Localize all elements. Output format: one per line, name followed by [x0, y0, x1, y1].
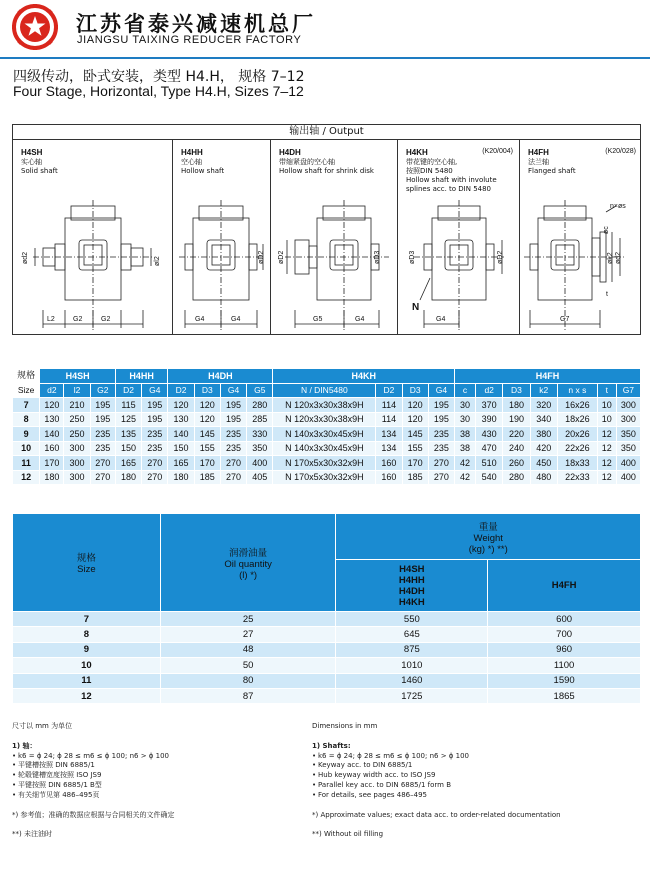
weight-header-en: Weight	[473, 532, 503, 544]
shaft-note-heading: 1) 轴：	[12, 741, 37, 750]
table-cell: N 140x3x30x45x9H	[273, 427, 376, 442]
drawing-name: H4FH	[528, 148, 549, 157]
table-cell: 10	[597, 412, 616, 427]
table-cell: 510	[476, 456, 503, 471]
table-cell: 180	[168, 470, 194, 485]
table-cell: 450	[530, 456, 557, 471]
col-header: G7	[616, 383, 640, 398]
gearbox-involute-spline-drawing	[398, 200, 520, 335]
dim-label: t	[606, 291, 608, 298]
table-cell: 300	[64, 456, 90, 471]
dim-label: N	[412, 302, 420, 313]
table-row	[13, 470, 641, 485]
table-cell: 42	[455, 470, 476, 485]
oil-quantity-header	[160, 514, 336, 612]
table-cell: 380	[530, 427, 557, 442]
group-header: H4SH	[40, 369, 116, 384]
size-cell: 8	[13, 412, 40, 427]
drawing-h4sh	[13, 140, 173, 335]
table-cell: 480	[530, 470, 557, 485]
table-cell: 220	[503, 427, 530, 442]
table-row	[13, 412, 641, 427]
oil-weight-table	[12, 513, 641, 704]
drawing-code: (K20/004)	[482, 148, 513, 155]
table-cell: 42	[455, 456, 476, 471]
oil-weight-table-body	[13, 612, 641, 704]
drawing-desc-cn: 带花键的空心轴,	[406, 158, 458, 166]
table-cell: 600	[488, 612, 641, 627]
table-cell: 30	[455, 398, 476, 413]
table-cell: 120	[168, 398, 194, 413]
table-cell: 235	[142, 427, 168, 442]
col-header: G4	[142, 383, 168, 398]
table-cell: 645	[336, 627, 488, 642]
table-cell: 18x26	[557, 412, 597, 427]
col-header: G2	[90, 383, 115, 398]
dim-label: G4	[355, 316, 365, 323]
table-cell: 140	[40, 427, 64, 442]
size-cell: 9	[13, 642, 161, 657]
table-cell: 170	[402, 456, 428, 471]
table-cell: 120	[40, 398, 64, 413]
gearbox-shrink-disk-drawing	[271, 200, 398, 335]
table-cell: 165	[115, 456, 141, 471]
output-drawings-panel	[12, 124, 641, 335]
table-cell: 12	[597, 427, 616, 442]
table-row	[13, 688, 641, 703]
table-cell: 235	[142, 441, 168, 456]
oil-header-unit: (l) *)	[239, 569, 258, 581]
col-header: d2	[40, 383, 64, 398]
table-cell: 12	[597, 456, 616, 471]
list-item: • Hub keyway width acc. to ISO JS9	[312, 771, 642, 781]
drawing-name: H4DH	[279, 148, 301, 157]
table-cell: 160	[376, 470, 402, 485]
table-row	[13, 658, 641, 673]
table-cell: 540	[476, 470, 503, 485]
table-cell: 235	[90, 441, 115, 456]
table-cell: 155	[402, 441, 428, 456]
page-title-en: Four Stage, Horizontal, Type H4.H, Sizes 7–12	[13, 83, 304, 99]
dim-label: øD3	[374, 250, 381, 264]
drawing-name: H4SH	[21, 148, 43, 157]
dim-label: øD2	[497, 250, 504, 264]
col-header: t	[597, 383, 616, 398]
table-cell: N 170x5x30x32x9H	[273, 470, 376, 485]
table-cell: 300	[64, 470, 90, 485]
drawing-desc-en: Hollow shaft for shrink disk	[279, 167, 374, 175]
dim-label: ød2	[615, 251, 622, 264]
table-cell: 250	[64, 427, 90, 442]
table-cell: 50	[160, 658, 336, 673]
table-cell: 300	[616, 398, 640, 413]
drawing-h4kh	[398, 140, 520, 335]
table-cell: 340	[530, 412, 557, 427]
table-cell: 270	[142, 456, 168, 471]
drawing-desc-cn: 带缩紧盘的空心轴	[279, 158, 335, 166]
table-cell: 235	[428, 441, 454, 456]
table-cell: 30	[455, 412, 476, 427]
table-cell: 38	[455, 427, 476, 442]
table-cell: 195	[90, 398, 115, 413]
table-cell: 270	[220, 470, 246, 485]
table-row	[13, 427, 641, 442]
table-cell: 260	[503, 456, 530, 471]
dim-label: øk2	[607, 252, 614, 264]
table-cell: 400	[247, 456, 273, 471]
table-cell: 134	[376, 441, 402, 456]
drawing-desc-cn: 按照DIN 5480	[406, 167, 453, 175]
table-cell: 12	[597, 470, 616, 485]
table-cell: 470	[476, 441, 503, 456]
table-cell: 195	[142, 412, 168, 427]
group-header: H4DH	[168, 369, 273, 384]
table-cell: 185	[194, 470, 220, 485]
table-cell: 190	[503, 412, 530, 427]
table-cell: 1865	[488, 688, 641, 703]
table-cell: 235	[428, 427, 454, 442]
table-cell: 120	[402, 412, 428, 427]
table-cell: 185	[402, 470, 428, 485]
col-header: l2	[64, 383, 90, 398]
drawing-code: (K20/028)	[605, 148, 636, 155]
table-cell: 115	[115, 398, 141, 413]
table-cell: 160	[376, 456, 402, 471]
company-logo-icon	[12, 4, 58, 50]
dim-label: n×øs	[610, 203, 626, 210]
dim-label: øD2	[278, 250, 285, 264]
table-cell: 285	[247, 412, 273, 427]
col-header: d2	[476, 383, 503, 398]
type-label: H4KH	[398, 596, 425, 608]
dimensions-table	[12, 368, 641, 485]
table-cell: 145	[194, 427, 220, 442]
group-header: H4FH	[455, 369, 641, 384]
table-cell: 48	[160, 642, 336, 657]
drawing-desc-cn: 法兰轴	[528, 158, 549, 166]
col-header: G4	[428, 383, 454, 398]
table-cell: 125	[115, 412, 141, 427]
gearbox-hollow-shaft-drawing	[173, 200, 271, 335]
table-cell: 10	[597, 398, 616, 413]
dim-label: øl2	[154, 256, 161, 266]
size-cell: 10	[13, 441, 40, 456]
list-item: • 平键按照 DIN 6885/1 B型	[12, 781, 312, 791]
table-cell: 180	[40, 470, 64, 485]
table-cell: 405	[247, 470, 273, 485]
table-cell: 16x26	[557, 398, 597, 413]
dim-label: G4	[436, 316, 446, 323]
type-label: H4SH	[399, 563, 425, 575]
size-cell: 8	[13, 627, 161, 642]
size-cell: 12	[13, 688, 161, 703]
table-cell: 87	[160, 688, 336, 703]
table-cell: 960	[488, 642, 641, 657]
table-cell: 140	[168, 427, 194, 442]
table-cell: 195	[90, 412, 115, 427]
table-cell: 155	[194, 441, 220, 456]
table-cell: 300	[64, 441, 90, 456]
table-cell: 38	[455, 441, 476, 456]
table-cell: 235	[220, 427, 246, 442]
table-row	[13, 627, 641, 642]
weight-header-cn: 重量	[478, 521, 498, 533]
table-cell: 270	[428, 456, 454, 471]
col-header: n x s	[557, 383, 597, 398]
size-header	[13, 514, 161, 612]
drawing-desc-cn: 空心轴	[181, 158, 202, 166]
table-cell: 130	[168, 412, 194, 427]
col-header: D3	[402, 383, 428, 398]
table-cell: 145	[402, 427, 428, 442]
table-cell: 195	[220, 398, 246, 413]
drawing-h4hh	[173, 140, 271, 335]
table-cell: 350	[616, 441, 640, 456]
size-cell: 11	[13, 456, 40, 471]
table-cell: 270	[90, 456, 115, 471]
dim-label: øc	[603, 226, 610, 234]
size-cell: 7	[13, 398, 40, 413]
table-row	[13, 612, 641, 627]
table-cell: 150	[168, 441, 194, 456]
size-cell: 10	[13, 658, 161, 673]
oil-header-en: Oil quantity	[224, 558, 272, 570]
table-cell: 550	[336, 612, 488, 627]
table-cell: 300	[616, 412, 640, 427]
dim-label: øD2	[258, 250, 265, 264]
drawing-desc-cn: 实心轴	[21, 158, 42, 166]
table-cell: 700	[488, 627, 641, 642]
size-header-cn: 规格	[76, 553, 96, 564]
list-item: • k6 = ϕ 24; ϕ 28 ≤ m6 ≤ ϕ 100; n6 > ϕ 100	[12, 752, 312, 762]
table-cell: 150	[115, 441, 141, 456]
table-cell: 180	[115, 470, 141, 485]
drawing-desc-en: Hollow shaft with involute	[406, 176, 497, 184]
group-header: H4HH	[115, 369, 168, 384]
size-cell: 7	[13, 612, 161, 627]
list-item: • 有关细节见第 486–495页	[12, 791, 312, 801]
col-header: G4	[220, 383, 246, 398]
page-header	[0, 0, 650, 56]
table-cell: 270	[142, 470, 168, 485]
col-header: c	[455, 383, 476, 398]
dim-label: G2	[101, 316, 111, 323]
col-header: D2	[115, 383, 141, 398]
table-cell: 180	[503, 398, 530, 413]
table-cell: 1100	[488, 658, 641, 673]
table-cell: 195	[220, 412, 246, 427]
dim-label: L2	[47, 316, 55, 323]
dim-label: G4	[195, 316, 205, 323]
size-header: 规格	[13, 369, 40, 384]
table-cell: 370	[476, 398, 503, 413]
table-cell: 390	[476, 412, 503, 427]
company-name-en: JIANGSU TAIXING REDUCER FACTORY	[77, 34, 302, 46]
table-cell: 22x33	[557, 470, 597, 485]
table-cell: 420	[530, 441, 557, 456]
dim-label: G4	[231, 316, 241, 323]
unit-note: 尺寸以 mm 为单位	[12, 722, 73, 730]
table-cell: 130	[40, 412, 64, 427]
list-item: • Parallel key acc. to DIN 6885/1 form B	[312, 781, 642, 791]
panel-heading: 输出轴 / Output	[13, 125, 640, 140]
weight-header-unit: (kg) *) **)	[468, 543, 508, 555]
table-cell: 320	[530, 398, 557, 413]
list-item: • 轮毂键槽宽度按照 ISO JS9	[12, 771, 312, 781]
dim-label: ød2	[22, 251, 29, 264]
table-cell: 250	[64, 412, 90, 427]
table-cell: 280	[503, 470, 530, 485]
table-cell: 350	[616, 427, 640, 442]
gearbox-flanged-shaft-drawing	[520, 200, 642, 335]
table-cell: 1725	[336, 688, 488, 703]
table-cell: 80	[160, 673, 336, 688]
table-cell: N 140x3x30x45x9H	[273, 441, 376, 456]
table-cell: 114	[376, 398, 402, 413]
table-cell: 120	[194, 412, 220, 427]
notes-cn	[12, 722, 312, 840]
dim-label: G5	[313, 316, 323, 323]
col-header: D3	[503, 383, 530, 398]
drawing-h4dh	[271, 140, 398, 335]
table-row	[13, 441, 641, 456]
table-cell: 400	[616, 470, 640, 485]
table-cell: 1590	[488, 673, 641, 688]
header-divider	[0, 57, 650, 59]
drawing-name: H4HH	[181, 148, 203, 157]
table-cell: 210	[64, 398, 90, 413]
table-cell: 135	[115, 427, 141, 442]
table-cell: 12	[597, 441, 616, 456]
drawing-desc-en: Solid shaft	[21, 167, 58, 175]
drawing-desc-en: splines acc. to DIN 5480	[406, 185, 492, 193]
shaft-notes-list	[312, 752, 642, 801]
drawing-desc-en: Flanged shaft	[528, 167, 576, 175]
table-cell: 170	[194, 456, 220, 471]
table-cell: 330	[247, 427, 273, 442]
footnote: **) Without oil filling	[312, 830, 384, 839]
dimensions-table-body	[13, 398, 641, 485]
table-cell: 235	[220, 441, 246, 456]
table-cell: 400	[616, 456, 640, 471]
table-cell: 195	[428, 412, 454, 427]
table-cell: 120	[402, 398, 428, 413]
page-title-cn: 四级传动，卧式安装，类型 H4.H， 规格 7–12	[13, 69, 305, 85]
table-cell: N 120x3x30x38x9H	[273, 412, 376, 427]
col-header: D3	[194, 383, 220, 398]
col-header: G5	[247, 383, 273, 398]
list-item: • Keyway acc. to DIN 6885/1	[312, 761, 642, 771]
table-cell: 165	[168, 456, 194, 471]
table-cell: 280	[247, 398, 273, 413]
table-cell: 350	[247, 441, 273, 456]
col-header: D2	[168, 383, 194, 398]
table-cell: 195	[142, 398, 168, 413]
table-cell: 875	[336, 642, 488, 657]
table-cell: 27	[160, 627, 336, 642]
weight-fh-header: H4FH	[488, 560, 641, 612]
table-cell: 270	[220, 456, 246, 471]
size-cell: 12	[13, 470, 40, 485]
oil-header-cn: 润滑油量	[229, 547, 268, 559]
unit-note: Dimensions in mm	[312, 722, 378, 730]
dim-label: øD3	[409, 250, 416, 264]
table-cell: 114	[376, 412, 402, 427]
shaft-notes-list	[12, 752, 312, 801]
dim-label: G2	[73, 316, 83, 323]
table-cell: 1010	[336, 658, 488, 673]
table-cell: 120	[194, 398, 220, 413]
gearbox-solid-shaft-drawing	[13, 200, 173, 335]
table-cell: 270	[428, 470, 454, 485]
table-cell: 235	[90, 427, 115, 442]
table-cell: 134	[376, 427, 402, 442]
table-row	[13, 398, 641, 413]
table-row	[13, 673, 641, 688]
notes-en	[312, 722, 642, 840]
col-header: k2	[530, 383, 557, 398]
drawing-h4fh	[520, 140, 642, 335]
group-header: H4KH	[273, 369, 455, 384]
list-item: • k6 = ϕ 24; ϕ 28 ≤ m6 ≤ ϕ 100; n6 > ϕ 100	[312, 752, 642, 762]
table-cell: 25	[160, 612, 336, 627]
col-header: D2	[376, 383, 402, 398]
table-cell: 430	[476, 427, 503, 442]
col-header: N / DIN5480	[273, 383, 376, 398]
table-cell: 22x26	[557, 441, 597, 456]
footnote: *) Approximate values; exact data acc. to order-related documentation	[312, 810, 561, 819]
drawing-desc-en: Hollow shaft	[181, 167, 225, 175]
shaft-note-heading: 1) Shafts:	[312, 741, 351, 750]
weight-header	[336, 514, 641, 560]
company-name-cn: 江苏省泰兴减速机总厂	[76, 12, 316, 36]
size-cell: 11	[13, 673, 161, 688]
table-cell: 1460	[336, 673, 488, 688]
table-cell: 195	[428, 398, 454, 413]
drawing-name: H4KH	[406, 148, 428, 157]
table-row	[13, 642, 641, 657]
table-cell: 18x33	[557, 456, 597, 471]
type-label: H4HH	[398, 574, 425, 586]
table-cell: 20x26	[557, 427, 597, 442]
table-row	[13, 456, 641, 471]
table-cell: 160	[40, 441, 64, 456]
size-header-en: Size	[77, 564, 96, 575]
footnote: **) 未注油时	[12, 830, 52, 839]
type-label: H4DH	[398, 585, 425, 597]
dim-label: G7	[560, 316, 570, 323]
table-cell: 240	[503, 441, 530, 456]
size-header-en: Size	[13, 383, 40, 398]
footnote: *) 参考值；准确的数据应根据与合同相关的文件确定	[12, 810, 175, 819]
table-cell: 270	[90, 470, 115, 485]
table-cell: N 170x5x30x32x9H	[273, 456, 376, 471]
list-item: • For details, see pages 486–495	[312, 791, 642, 801]
weight-types-group-header	[336, 560, 488, 612]
size-cell: 9	[13, 427, 40, 442]
table-cell: 170	[40, 456, 64, 471]
table-cell: N 120x3x30x38x9H	[273, 398, 376, 413]
list-item: • 平键槽按照 DIN 6885/1	[12, 761, 312, 771]
